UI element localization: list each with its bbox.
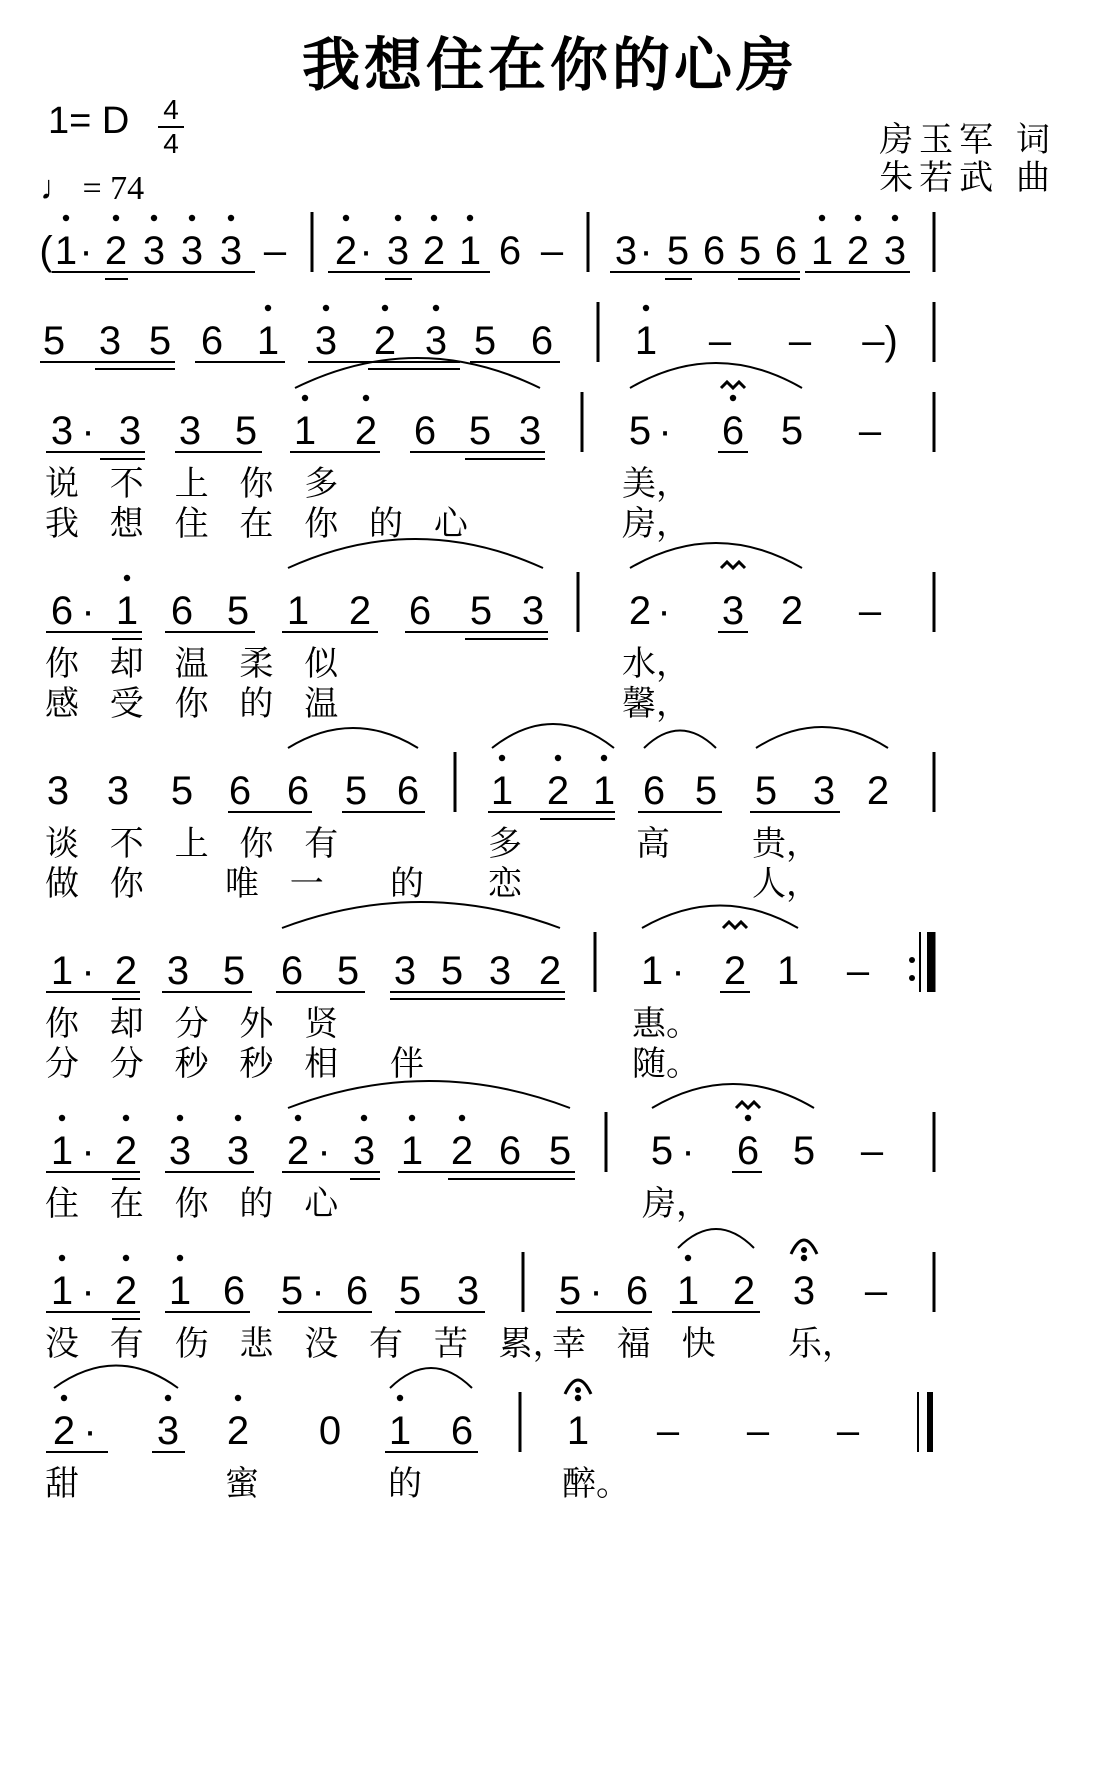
- note: –): [862, 319, 898, 363]
- note: 3: [812, 769, 836, 813]
- note: 2: [114, 1269, 138, 1313]
- note: ·: [83, 1409, 97, 1453]
- note: 5: [42, 319, 66, 363]
- note: 5: [336, 949, 360, 993]
- note: –: [263, 229, 287, 273]
- note: 2: [52, 1409, 76, 1453]
- slur: [288, 728, 418, 748]
- note: 1: [676, 1269, 700, 1313]
- note: –: [858, 589, 882, 633]
- lyric-text: 住 在 你 的 心: [45, 1184, 339, 1224]
- note: ·: [81, 949, 95, 993]
- note: ·: [671, 949, 685, 993]
- high-octave-dot: [467, 215, 473, 221]
- note: 5: [650, 1129, 674, 1173]
- lyric-text: 幸 福 快: [552, 1324, 716, 1364]
- note: –: [846, 949, 870, 993]
- slur: [630, 543, 802, 568]
- note: 6: [222, 1269, 246, 1313]
- lyric-text: 随。: [632, 1044, 700, 1084]
- note: 5: [234, 409, 258, 453]
- high-octave-dot: [382, 305, 388, 311]
- note: 6: [642, 769, 666, 813]
- high-octave-dot: [113, 215, 119, 221]
- lyric-text: 惠。: [632, 1004, 700, 1044]
- lyric-text: 的: [388, 1464, 422, 1504]
- high-octave-dot: [177, 1115, 183, 1121]
- fermata-dot: [801, 1247, 807, 1253]
- note: 2: [422, 229, 446, 273]
- note: 2: [546, 769, 570, 813]
- note: 6: [396, 769, 420, 813]
- high-octave-dot: [177, 1255, 183, 1261]
- lyric-text: 我 想 住 在 你 的 心: [45, 504, 468, 544]
- note: 3: [424, 319, 448, 363]
- note: 1: [54, 229, 78, 273]
- note: 6: [170, 589, 194, 633]
- high-octave-dot: [601, 755, 607, 761]
- high-octave-dot: [63, 215, 69, 221]
- note: 3: [792, 1269, 816, 1313]
- note: 3: [352, 1129, 376, 1173]
- note: 3: [50, 409, 74, 453]
- slur: [642, 906, 798, 929]
- note: 1: [286, 589, 310, 633]
- note: 3: [386, 229, 410, 273]
- meter-bottom: 4: [163, 128, 179, 159]
- high-octave-dot: [123, 1115, 129, 1121]
- note: ·: [359, 229, 373, 273]
- slur: [644, 731, 716, 749]
- high-octave-dot: [343, 215, 349, 221]
- lyric-text: 谈 不 上 你 有: [45, 824, 339, 864]
- note: 5: [170, 769, 194, 813]
- high-octave-dot: [685, 1255, 691, 1261]
- note: 3: [521, 589, 545, 633]
- note: 5: [548, 1129, 572, 1173]
- note: –: [708, 319, 732, 363]
- note: 1: [50, 1129, 74, 1173]
- high-octave-dot: [397, 1395, 403, 1401]
- lyric-text: 美，: [622, 464, 690, 504]
- high-octave-dot: [361, 1115, 367, 1121]
- note: ·: [589, 1269, 603, 1313]
- note: 5: [558, 1269, 582, 1313]
- high-octave-dot: [431, 215, 437, 221]
- lyric-text: 多: [488, 824, 522, 864]
- lyric-text: 没 有 伤 悲 没 有 苦 累，: [45, 1324, 567, 1364]
- note: 3: [168, 1129, 192, 1173]
- note: 5: [780, 409, 804, 453]
- high-octave-dot: [395, 215, 401, 221]
- lyric-text: 蜜: [225, 1464, 259, 1504]
- high-octave-dot: [265, 305, 271, 311]
- note: 2: [286, 1129, 310, 1173]
- note: 3: [226, 1129, 250, 1173]
- note: 1: [168, 1269, 192, 1313]
- note: 2: [538, 949, 562, 993]
- note: ·: [317, 1129, 331, 1173]
- note: 5: [148, 319, 172, 363]
- note: 1: [115, 589, 139, 633]
- note: –: [656, 1409, 680, 1453]
- note: 3: [166, 949, 190, 993]
- high-octave-dot: [555, 755, 561, 761]
- lyric-text: 分 分 秒 秒 相: [45, 1044, 339, 1084]
- note: 2: [334, 229, 358, 273]
- note: ·: [639, 229, 653, 273]
- slur: [652, 1084, 814, 1108]
- high-octave-dot: [730, 395, 736, 401]
- note: 5: [738, 229, 762, 273]
- note: 2: [373, 319, 397, 363]
- note: 3: [46, 769, 70, 813]
- note: 3: [488, 949, 512, 993]
- note: 3: [156, 1409, 180, 1453]
- note: 1: [388, 1409, 412, 1453]
- slur: [630, 363, 802, 388]
- note: 6: [413, 409, 437, 453]
- high-octave-dot: [819, 215, 825, 221]
- note: 2: [354, 409, 378, 453]
- slur: [756, 727, 888, 748]
- note: 6: [702, 229, 726, 273]
- note: 6: [345, 1269, 369, 1313]
- note: 1: [293, 409, 317, 453]
- note: 2: [723, 949, 747, 993]
- lyricist-credit: 房玉军 词: [879, 120, 1056, 160]
- note: 1: [640, 949, 664, 993]
- note: 5: [473, 319, 497, 363]
- high-octave-dot: [801, 1255, 807, 1261]
- lyric-text: 乐，: [788, 1324, 856, 1364]
- meter-top: 4: [163, 94, 179, 125]
- lyric-text: 贵，: [752, 824, 820, 864]
- note: 5: [440, 949, 464, 993]
- lyric-text: 醉。: [562, 1464, 630, 1504]
- lyric-text: 房，: [622, 504, 690, 544]
- note: ·: [657, 589, 671, 633]
- high-octave-dot: [295, 1115, 301, 1121]
- lyric-text: 恋: [488, 864, 522, 904]
- high-octave-dot: [302, 395, 308, 401]
- mordent-mark: [721, 382, 745, 388]
- note: 6: [200, 319, 224, 363]
- note: 5: [628, 409, 652, 453]
- note: 3: [98, 319, 122, 363]
- note: 1: [810, 229, 834, 273]
- high-octave-dot: [123, 1255, 129, 1261]
- note: 6: [50, 589, 74, 633]
- note: 2: [114, 949, 138, 993]
- note: –: [746, 1409, 770, 1453]
- note: 1: [458, 229, 482, 273]
- note: 6: [286, 769, 310, 813]
- note: 5: [280, 1269, 304, 1313]
- lyric-text: 水，: [622, 644, 690, 684]
- note: 6: [408, 589, 432, 633]
- high-octave-dot: [235, 1115, 241, 1121]
- note: 3: [721, 589, 745, 633]
- note: 3: [219, 229, 243, 273]
- note: ·: [311, 1269, 325, 1313]
- note: 1: [256, 319, 280, 363]
- note: 5: [226, 589, 250, 633]
- note: –: [864, 1269, 888, 1313]
- note: 2: [780, 589, 804, 633]
- high-octave-dot: [228, 215, 234, 221]
- high-octave-dot: [323, 305, 329, 311]
- lyric-text: 甜: [45, 1464, 79, 1504]
- note: 5: [222, 949, 246, 993]
- note: ·: [81, 409, 95, 453]
- high-octave-dot: [61, 1395, 67, 1401]
- note: 3: [393, 949, 417, 993]
- lyric-text: 伴: [390, 1044, 424, 1084]
- mordent-mark: [723, 922, 747, 928]
- note: 3: [178, 409, 202, 453]
- note: ·: [81, 1269, 95, 1313]
- lyric-text: 唯 一: [225, 864, 324, 904]
- note: 1: [776, 949, 800, 993]
- mordent-mark: [736, 1102, 760, 1108]
- note: 2: [226, 1409, 250, 1453]
- slur: [492, 724, 614, 748]
- note: 5: [344, 769, 368, 813]
- note: 5: [694, 769, 718, 813]
- high-octave-dot: [59, 1115, 65, 1121]
- tempo-marking: ♩ = 74: [40, 170, 145, 207]
- lyric-text: 说 不 上 你 多: [45, 464, 339, 504]
- high-octave-dot: [124, 575, 130, 581]
- high-octave-dot: [459, 1115, 465, 1121]
- note: ·: [681, 1129, 695, 1173]
- high-octave-dot: [165, 1395, 171, 1401]
- note: 6: [774, 229, 798, 273]
- note: ·: [81, 1129, 95, 1173]
- high-octave-dot: [59, 1255, 65, 1261]
- fermata-dot: [575, 1387, 581, 1393]
- note: 5: [468, 409, 492, 453]
- note: 3: [180, 229, 204, 273]
- note: 6: [450, 1409, 474, 1453]
- high-octave-dot: [745, 1115, 751, 1121]
- note: 2: [450, 1129, 474, 1173]
- note: 2: [846, 229, 870, 273]
- note: 1: [592, 769, 616, 813]
- lyric-text: 房，: [642, 1184, 710, 1224]
- high-octave-dot: [189, 215, 195, 221]
- lyric-text: 的: [390, 864, 424, 904]
- note: 2: [104, 229, 128, 273]
- composer-credit: 朱若武 曲: [879, 158, 1056, 198]
- note: 6: [736, 1129, 760, 1173]
- note: 5: [666, 229, 690, 273]
- note: –: [860, 1129, 884, 1173]
- note: 3: [518, 409, 542, 453]
- note: 6: [498, 229, 522, 273]
- high-octave-dot: [363, 395, 369, 401]
- lyric-text: 馨，: [622, 684, 690, 724]
- note: 2: [628, 589, 652, 633]
- note: 3: [106, 769, 130, 813]
- note: 1: [400, 1129, 424, 1173]
- note: 3: [456, 1269, 480, 1313]
- note: 3: [883, 229, 907, 273]
- note: 2: [348, 589, 372, 633]
- note: 6: [625, 1269, 649, 1313]
- note: 1: [490, 769, 514, 813]
- high-octave-dot: [235, 1395, 241, 1401]
- note: 1: [634, 319, 658, 363]
- lyric-text: 做 你: [45, 864, 144, 904]
- note: 1: [566, 1409, 590, 1453]
- high-octave-dot: [433, 305, 439, 311]
- slur: [54, 1366, 178, 1389]
- note: 3: [614, 229, 638, 273]
- note: ·: [79, 229, 93, 273]
- note: 5: [469, 589, 493, 633]
- note: 6: [721, 409, 745, 453]
- note: 5: [398, 1269, 422, 1313]
- lyric-text: 高: [636, 824, 670, 864]
- high-octave-dot: [643, 305, 649, 311]
- slur: [678, 1229, 754, 1248]
- note: (: [39, 229, 53, 273]
- note: 2: [732, 1269, 756, 1313]
- note: 6: [498, 1129, 522, 1173]
- note: 2: [114, 1129, 138, 1173]
- song-title: 我想住在你的心房: [301, 31, 798, 99]
- note: 1: [50, 1269, 74, 1313]
- note: 6: [228, 769, 252, 813]
- key-signature: 1= D: [48, 100, 130, 142]
- slur: [282, 902, 560, 928]
- note: –: [858, 409, 882, 453]
- note: 6: [530, 319, 554, 363]
- high-octave-dot: [151, 215, 157, 221]
- high-octave-dot: [855, 215, 861, 221]
- slur: [288, 1081, 570, 1108]
- mordent-mark: [721, 562, 745, 568]
- note: 1: [50, 949, 74, 993]
- note: 3: [314, 319, 338, 363]
- high-octave-dot: [499, 755, 505, 761]
- lyric-text: 感 受 你 的 温: [45, 684, 339, 724]
- high-octave-dot: [892, 215, 898, 221]
- note: 3: [118, 409, 142, 453]
- repeat-dot: [909, 975, 915, 981]
- note: 5: [792, 1129, 816, 1173]
- lyric-text: 你 却 分 外 贤: [45, 1004, 339, 1044]
- lyric-text: 你 却 温 柔 似: [45, 644, 339, 684]
- note: 0: [318, 1409, 342, 1453]
- note: –: [836, 1409, 860, 1453]
- note: –: [540, 229, 564, 273]
- note: 2: [866, 769, 890, 813]
- note: ·: [81, 589, 95, 633]
- repeat-dot: [909, 957, 915, 963]
- high-octave-dot: [575, 1395, 581, 1401]
- slur: [390, 1368, 472, 1388]
- note: 5: [754, 769, 778, 813]
- lyric-text: 人，: [752, 864, 820, 904]
- high-octave-dot: [409, 1115, 415, 1121]
- note: 3: [142, 229, 166, 273]
- note: ·: [658, 409, 672, 453]
- note: –: [788, 319, 812, 363]
- note: 6: [280, 949, 304, 993]
